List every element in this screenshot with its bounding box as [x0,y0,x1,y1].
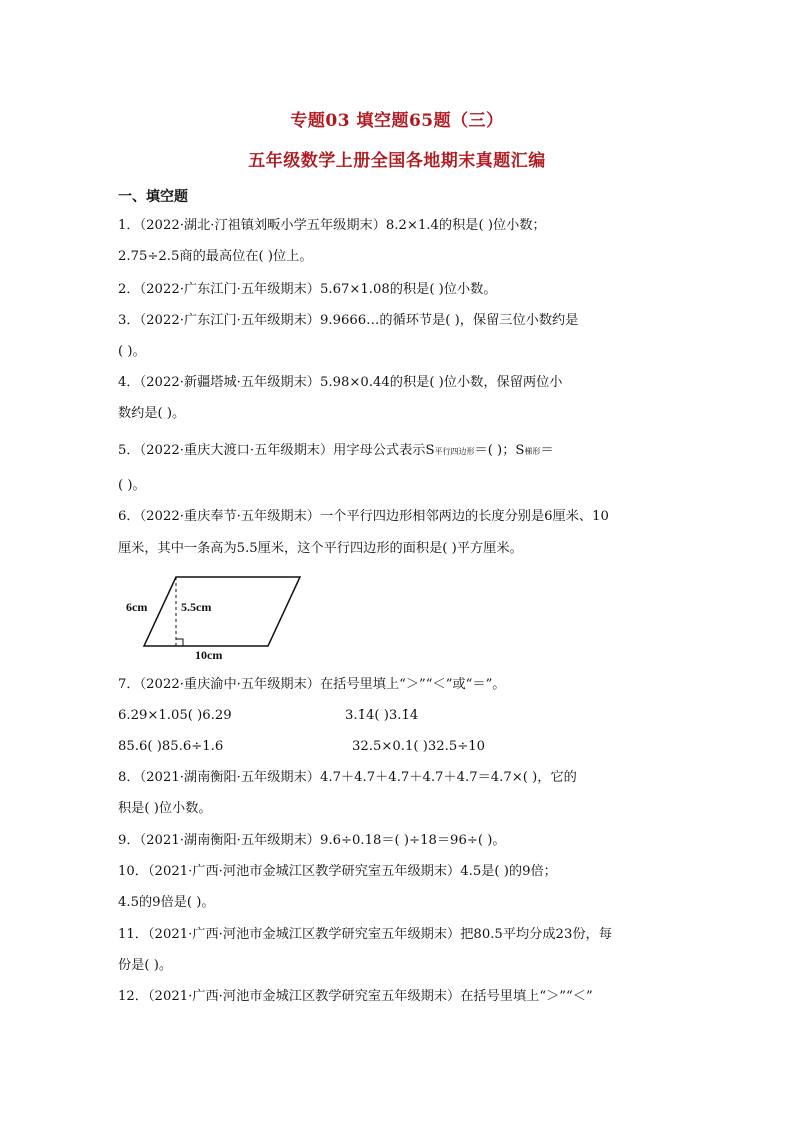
question-11-line-2: 份是( )。 [118,958,173,973]
height-label: 5.5cm [181,600,212,614]
question-5-suffix: ＝ [540,443,554,458]
question-5-line-2: ( )。 [118,478,146,493]
question-1-line-2: 2.75÷2.5商的最高位在( )位上。 [118,249,313,264]
question-5-line-1 [118,442,554,461]
question-7-item-1: 6.29×1.05( )6.29 [118,708,232,723]
question-12-line-1: 12．（2021·广西·河池市金城江区教学研究室五年级期末）在括号里填上“＞”“＜” [118,989,593,1004]
question-7-item-3: 85.6( )85.6÷1.6 [118,739,224,754]
question-3-line-2: ( )。 [118,344,146,359]
question-9-line-1: 9．（2021·湖南衡阳·五年级期末）9.6÷0.18＝( )÷18＝96÷( )。 [118,833,506,848]
question-6-line-2: 厘米，其中一条高为5.5厘米，这个平行四边形的面积是( )平方厘米。 [118,541,523,556]
right-angle-marker [176,639,183,646]
question-7-item-4: 32.5×0.1( )32.5÷10 [352,739,486,754]
base-label: 10cm [195,648,223,662]
question-6-line-1: 6．（2022·重庆奉节·五年级期末）一个平行四边形相邻两边的长度分别是6厘米、10 [118,509,609,524]
parallelogram-figure [118,570,318,662]
question-4-line-2: 数约是( )。 [118,406,186,421]
section-heading: 一、填空题 [118,189,188,205]
question-7-item-2: 3.1̇4̇( )3.1̇4 [345,708,419,723]
question-5-subscript-trapezoid: 梯形 [524,447,541,456]
side-label: 6cm [126,600,148,614]
question-4-line-1: 4．（2022·新疆塔城·五年级期末）5.98×0.44的积是( )位小数，保留两位小 [118,375,563,390]
question-10-line-2: 4.5的9倍是( )。 [118,895,215,910]
question-3-line-1: 3．（2022·广东江门·五年级期末）9.9666…的循环节是( )，保留三位小数约是 [118,313,579,328]
page-title: 专题03 填空题65题（三） [290,111,504,131]
question-1-line-1: 1．（2022·湖北·汀祖镇刘畈小学五年级期末）8.2×1.4的积是( )位小数； [118,218,546,233]
question-7-line-1: 7．（2022·重庆渝中·五年级期末）在括号里填上“＞”“＜”或“＝”。 [118,677,506,692]
question-2-line-1: 2．（2022·广东江门·五年级期末）5.67×1.08的积是( )位小数。 [118,282,497,297]
question-5-prefix: 5．（2022·重庆大渡口·五年级期末）用字母公式表示S [118,443,435,458]
question-8-line-1: 8．（2021·湖南衡阳·五年级期末）4.7＋4.7＋4.7＋4.7＋4.7＝4.7×( )，它的 [118,770,577,785]
question-5-middle: ＝( )；S [474,443,525,458]
question-11-line-1: 11．（2021·广西·河池市金城江区教学研究室五年级期末）把80.5平均分成23份，每 [118,927,612,942]
question-10-line-1: 10．（2021·广西·河池市金城江区教学研究室五年级期末）4.5是( )的9倍； [118,864,557,879]
question-8-line-2: 积是( )位小数。 [118,801,212,816]
page-subtitle: 五年级数学上册全国各地期末真题汇编 [248,151,546,171]
question-5-subscript-parallelogram: 平行四边形 [434,447,475,456]
parallelogram-shape [144,577,300,646]
